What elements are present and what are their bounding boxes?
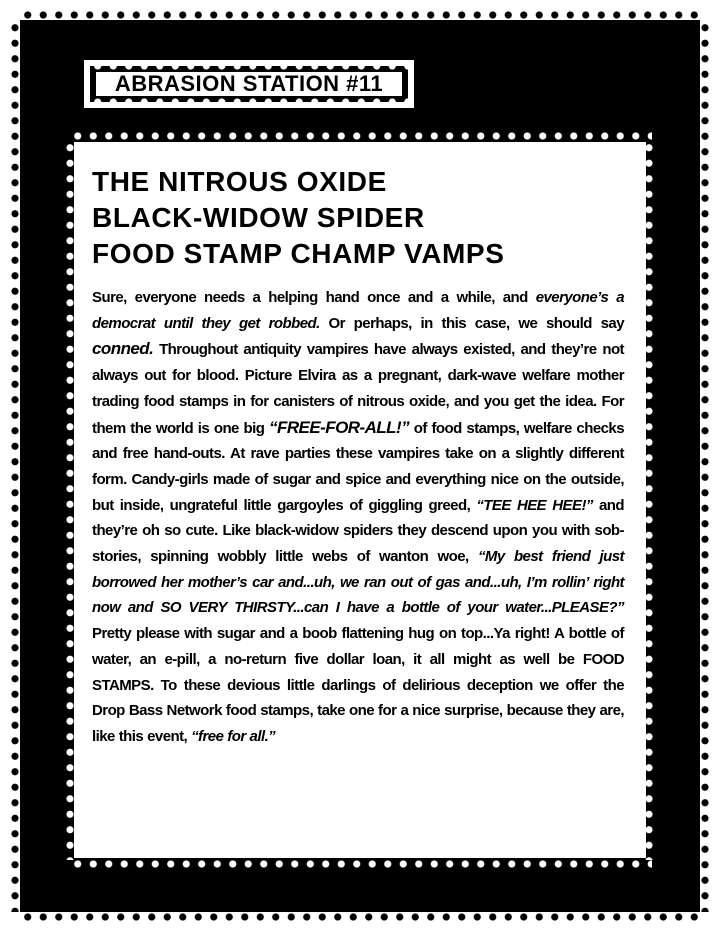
perforation-right bbox=[700, 20, 710, 912]
body-run-italic: “TEE HEE HEE!” bbox=[476, 496, 593, 514]
body-run: Throughout antiquity vampires have always existed, and they’re not always out for blood. Picture Elvira as a pregnant, dark-wave welfare mother trading food stamps in for canisters of nitrous oxide, and you get the idea. For them the world is one big bbox=[92, 341, 624, 437]
event-label: ABRASION STATION #11 bbox=[114, 71, 384, 96]
body-run: and they’re oh so cute. Like black-widow spiders they descend upon you with sob-stories, spinning wobbly little webs of wanton woe, bbox=[92, 496, 625, 566]
perforation-bottom bbox=[20, 912, 700, 922]
body-run-italic: “free for all.” bbox=[191, 727, 276, 745]
content-panel bbox=[74, 142, 646, 858]
event-label-stamp bbox=[84, 60, 414, 108]
body-run-italic: “FREE-FOR-ALL!” bbox=[269, 417, 410, 437]
body-run-italic: conned. bbox=[92, 339, 154, 359]
body-run-italic: “My best friend just borrowed her mother’s car and...uh, we ran out of gas and...uh, I’m rollin’ right now and SO VERY THIRSTY...can I have a bottle of your water...PLEASE?” bbox=[92, 548, 624, 617]
body-run: Sure, everyone needs a helping hand once and a while, and bbox=[92, 289, 536, 306]
perforation-left bbox=[10, 20, 20, 912]
headline-line-3: FOOD STAMP CHAMP VAMPS bbox=[92, 238, 505, 269]
body-run: Pretty please with sugar and a boob flattening hug on top...Ya right! A bottle of water, an e-pill, a no-return five dollar loan, it all might as well be FOOD STAMPS. To these devious little darlings of delirious deception we offer the Drop Bass Network food stamps, take one for a nice surprise, because they are, like this event, bbox=[92, 625, 624, 745]
content-stamp bbox=[64, 130, 654, 870]
body-text bbox=[92, 285, 624, 750]
headline-line-2: BLACK-WIDOW SPIDER bbox=[92, 202, 425, 233]
body-run-italic: everyone’s a democrat until they get robbed. bbox=[92, 289, 624, 332]
body-run: Or perhaps, in this case, we should say bbox=[319, 314, 625, 332]
perforation-top bbox=[20, 10, 700, 20]
body-run: of food stamps, welfare checks and free hand-outs. At rave parties these vampires take on a slightly different form. Candy-girls made of sugar and spice and everything nice on the outside, but inside, ungrateful little gargoyles of giggling greed, bbox=[92, 419, 624, 514]
headline bbox=[92, 164, 505, 272]
headline-line-1: THE NITROUS OXIDE bbox=[92, 166, 387, 197]
